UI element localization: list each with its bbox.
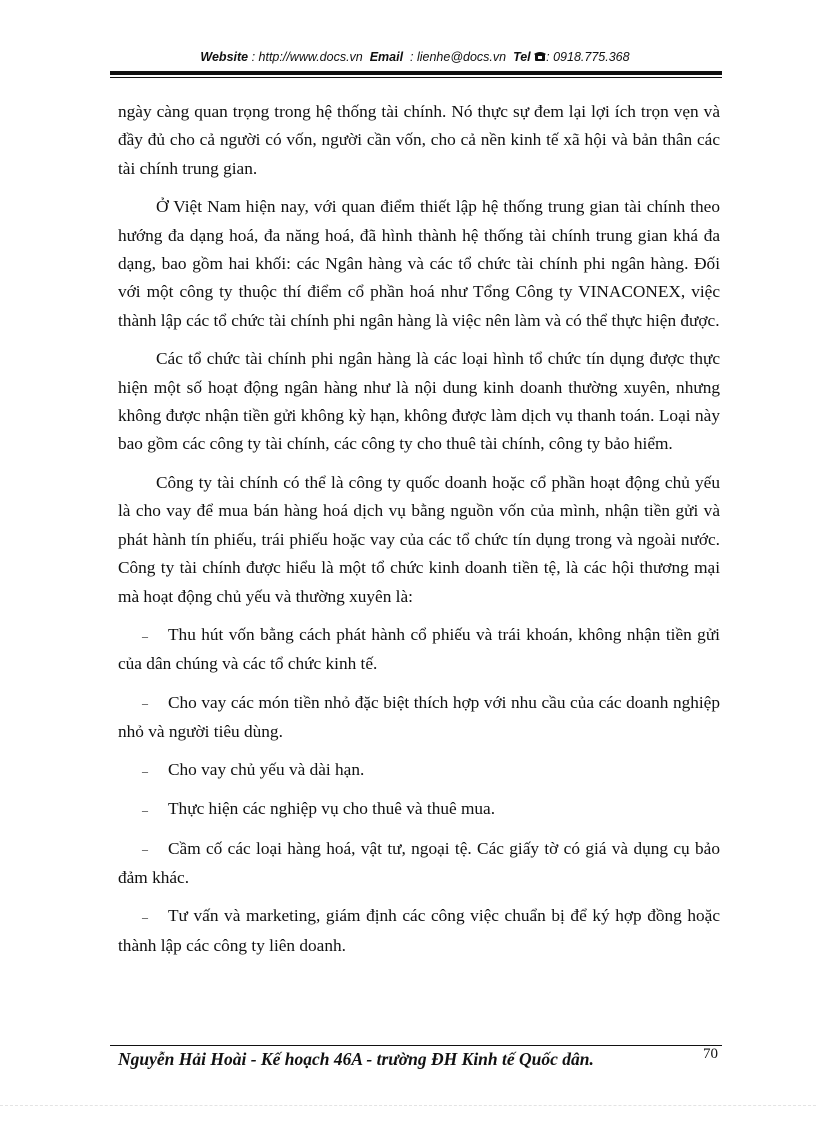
website-value: : http://www.docs.vn (251, 50, 363, 64)
list-item (118, 689, 720, 747)
bullet-marker: – (142, 628, 148, 643)
bullet-marker: – (142, 803, 148, 818)
paragraph-3: Các tổ chức tài chính phi ngân hàng là các loại hình tổ chức tín dụng được thực hiện một số hoạt động ngân hàng như là nội dung kinh doanh thường xuyên, nhưng không được nhận tiền gửi không kỳ hạn, không được làm dịch vụ thanh toán. Loại này bao gồm các công ty tài chính, các công ty cho thuê tài chính, công ty bảo hiểm. (118, 349, 720, 454)
page-number: 70 (703, 1046, 718, 1062)
website-label: Website (200, 50, 249, 64)
page-break-line (0, 1105, 816, 1106)
list-item-text: Thu hút vốn bằng cách phát hành cổ phiếu và trái khoán, không nhận tiền gửi của dân chúng và các tổ chức kinh tế. (118, 624, 720, 674)
list-item (118, 795, 720, 824)
list-item (118, 621, 720, 679)
header-rule-thin (110, 77, 722, 78)
list-item (118, 756, 720, 785)
phone-icon (534, 50, 546, 64)
footer-author: Nguyễn Hải Hoài - Kế hoạch 46A - trường ĐH Kinh tế Quốc dân. (118, 1049, 594, 1069)
bullet-marker: – (142, 764, 148, 779)
page-header (110, 50, 720, 64)
list-item-text: Cầm cố các loại hàng hoá, vật tư, ngoại tệ. Các giấy tờ có giá và dụng cụ bảo đảm khác. (118, 838, 720, 887)
paragraph-2: Ở Việt Nam hiện nay, với quan điểm thiết lập hệ thống trung gian tài chính theo hướng đa dạng hoá, đa năng hoá, đã hình thành hệ thống tài chính trung gian khá đa dạng, bao gồm hai khối: các Ngân hàng và các tổ chức tài chính phi ngân hàng. Đối với một công ty thuộc thí điểm cổ phần hoá như Tổng Công ty VINACONEX, việc thành lập các tổ chức tài chính phi ngân hàng là việc nên làm và có thể thực hiện được. (118, 197, 720, 330)
bullet-marker: – (142, 696, 148, 711)
bullet-marker: – (142, 910, 148, 925)
tel-value: : 0918.775.368 (546, 50, 630, 64)
list-item-text: Cho vay các món tiền nhỏ đặc biệt thích hợp với nhu cầu của các doanh nghiệp nhỏ và người tiêu dùng. (118, 692, 720, 741)
email-label: Email (369, 50, 404, 64)
list-item (118, 835, 720, 893)
document-body (118, 98, 720, 970)
bullet-marker: – (142, 842, 148, 857)
email-value: : lienhe@docs.vn (410, 50, 507, 64)
paragraph-4: Công ty tài chính có thể là công ty quốc doanh hoặc cổ phần hoạt động chủ yếu là cho vay để mua bán hàng hoá dịch vụ bằng nguồn vốn của mình, nhận tiền gửi và phát hành tín phiếu, trái phiếu hoặc vay của các tổ chức tín dụng trong và ngoài nước. Công ty tài chính được hiểu là một tổ chức kinh doanh tiền tệ, là các hội thương mại mà hoạt động chủ yếu và thường xuyên là: (118, 472, 720, 606)
list-item-text: Thực hiện các nghiệp vụ cho thuê và thuê mua. (168, 799, 496, 819)
list-item-text: Cho vay chủ yếu và dài hạn. (168, 760, 365, 780)
list-item-text: Tư vấn và marketing, giám định các công việc chuẩn bị để ký hợp đồng hoặc thành lập các công ty liên doanh. (118, 906, 720, 955)
list-item (118, 902, 720, 960)
paragraph-1: ngày càng quan trọng trong hệ thống tài chính. Nó thực sự đem lại lợi ích trọn vẹn và đầy đủ cho cả người có vốn, người cần vốn, cho cả nền kinh tế xã hội và bản thân các tài chính trung gian. (118, 102, 720, 178)
header-rule-thick (110, 71, 722, 75)
footer-rule (110, 1045, 722, 1046)
tel-label: Tel (513, 50, 531, 64)
